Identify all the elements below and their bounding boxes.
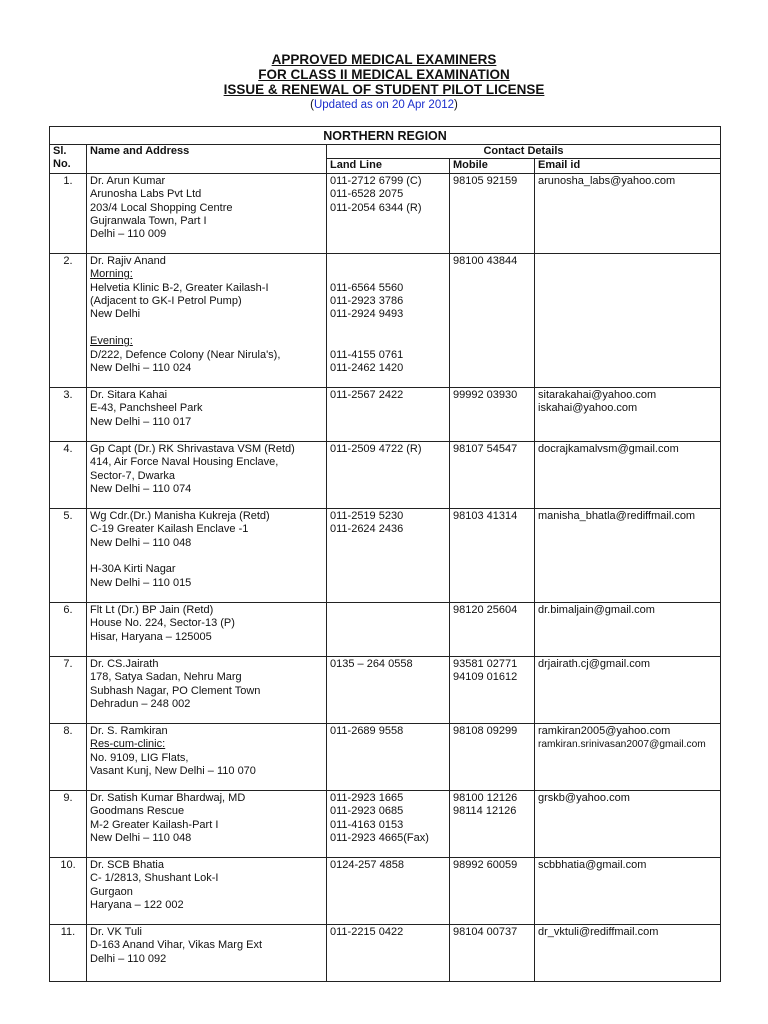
name-address-line: Evening: bbox=[90, 335, 133, 348]
name-address-line: H-30A Kirti Nagar bbox=[90, 563, 176, 576]
landline-number: 011-2923 3786 bbox=[330, 295, 404, 307]
name-address-line: New Delhi – 110 024 bbox=[90, 362, 192, 375]
landline-number: 011-2923 4665(Fax) bbox=[330, 832, 429, 845]
name-address-line: Dr. VK Tuli bbox=[90, 925, 142, 938]
landline-number: 011-2215 0422 bbox=[330, 925, 404, 938]
mobile-number: 98114 12126 bbox=[453, 805, 517, 818]
email-cell bbox=[535, 790, 721, 857]
landline-number: 011-2924 9493 bbox=[330, 308, 404, 321]
landline-number: 011-6528 2075 bbox=[330, 188, 404, 201]
col-mobile-header: Mobile bbox=[450, 159, 535, 173]
name-address-line: Gujranwala Town, Part I bbox=[90, 215, 207, 228]
name-address-line: Dr. Arun Kumar bbox=[90, 174, 166, 187]
name-address-line: Arunosha Labs Pvt Ltd bbox=[90, 188, 202, 201]
email-address: dr.bimaljain@gmail.com bbox=[538, 603, 655, 616]
name-address-line: Gp Capt (Dr.) RK Shrivastava VSM (Retd) bbox=[90, 442, 295, 455]
name-cell bbox=[87, 173, 327, 253]
mobile-cell bbox=[450, 387, 535, 441]
serial-number: 3. bbox=[63, 388, 73, 401]
name-cell bbox=[87, 857, 327, 924]
table-row bbox=[50, 253, 721, 387]
email-address: manisha_bhatla@rediffmail.com bbox=[538, 509, 696, 522]
name-address-line: Helvetia Klinic B-2, Greater Kailash-I bbox=[90, 281, 269, 294]
updated-date: Updated as on 20 Apr 2012 bbox=[313, 99, 455, 111]
sl-cell bbox=[50, 656, 87, 723]
updated-note: (Updated as on 20 Apr 2012) bbox=[310, 99, 458, 111]
land-cell bbox=[327, 602, 450, 656]
name-address-line: Dr. SCB Bhatia bbox=[90, 858, 164, 871]
col-email-header: Email id bbox=[535, 159, 721, 173]
land-cell bbox=[327, 723, 450, 790]
mobile-number: 98105 92159 bbox=[453, 174, 518, 187]
mobile-cell bbox=[450, 723, 535, 790]
table-body bbox=[50, 173, 721, 981]
name-address-line: E-43, Panchsheel Park bbox=[90, 402, 203, 415]
region-row bbox=[50, 127, 721, 145]
email-cell bbox=[535, 253, 721, 387]
name-address-line: Flt Lt (Dr.) BP Jain (Retd) bbox=[90, 603, 214, 616]
name-cell bbox=[87, 508, 327, 602]
land-cell bbox=[327, 857, 450, 924]
mobile-cell bbox=[450, 253, 535, 387]
name-address-line: D-163 Anand Vihar, Vikas Marg Ext bbox=[90, 939, 263, 952]
name-cell bbox=[87, 790, 327, 857]
name-address-line: New Delhi – 110 015 bbox=[90, 576, 192, 589]
mobile-cell bbox=[450, 602, 535, 656]
name-address-line: New Delhi – 110 074 bbox=[90, 483, 192, 496]
name-address-line: D/222, Defence Colony (Near Nirula's), bbox=[90, 348, 281, 361]
sl-cell bbox=[50, 508, 87, 602]
header-row-1 bbox=[50, 145, 721, 159]
landline-number: 011-2054 6344 (R) bbox=[330, 201, 422, 214]
title-line-1: APPROVED MEDICAL EXAMINERS bbox=[271, 52, 497, 67]
email-address: iskahai@yahoo.com bbox=[538, 402, 638, 415]
name-address-line: 178, Satya Sadan, Nehru Marg bbox=[90, 671, 242, 684]
land-cell bbox=[327, 253, 450, 387]
name-cell bbox=[87, 924, 327, 981]
email-address: arunosha_labs@yahoo.com bbox=[538, 174, 676, 187]
mobile-number: 93581 02771 bbox=[453, 657, 518, 670]
name-address-line: New Delhi – 110 048 bbox=[90, 832, 192, 845]
land-cell bbox=[327, 387, 450, 441]
landline-number: 011-2509 4722 (R) bbox=[330, 442, 422, 455]
landline-number: 0124-257 4858 bbox=[330, 858, 405, 871]
email-address: dr_vktuli@rediffmail.com bbox=[538, 925, 659, 938]
mobile-number: 98104 00737 bbox=[453, 925, 518, 938]
sl-cell bbox=[50, 924, 87, 981]
mobile-number: 94109 01612 bbox=[453, 671, 518, 684]
serial-number: 10. bbox=[60, 858, 76, 871]
landline-number bbox=[330, 255, 446, 268]
email-cell bbox=[535, 723, 721, 790]
mobile-number: 98103 41314 bbox=[453, 509, 518, 522]
table-row bbox=[50, 656, 721, 723]
land-cell bbox=[327, 924, 450, 981]
name-address-line: New Delhi bbox=[90, 308, 141, 321]
mobile-number: 98108 09299 bbox=[453, 724, 518, 737]
name-address-line: M-2 Greater Kailash-Part I bbox=[90, 818, 219, 831]
email-address: sitarakahai@yahoo.com bbox=[538, 388, 657, 401]
sl-cell bbox=[50, 253, 87, 387]
name-address-line: C- 1/2813, Shushant Lok-I bbox=[90, 872, 219, 885]
landline-number bbox=[330, 604, 446, 617]
serial-number: 1. bbox=[63, 174, 73, 187]
title-line-3: ISSUE & RENEWAL OF STUDENT PILOT LICENSE bbox=[223, 82, 545, 97]
email-cell bbox=[535, 173, 721, 253]
land-cell bbox=[327, 173, 450, 253]
name-cell bbox=[87, 253, 327, 387]
name-address-line: Sector-7, Dwarka bbox=[90, 469, 175, 482]
table-row bbox=[50, 387, 721, 441]
email-address: drjairath.cj@gmail.com bbox=[538, 657, 651, 670]
sl-cell bbox=[50, 387, 87, 441]
landline-number: 011-2567 2422 bbox=[330, 388, 404, 401]
land-cell bbox=[327, 508, 450, 602]
land-cell bbox=[327, 790, 450, 857]
table-row bbox=[50, 723, 721, 790]
mobile-number: 98120 25604 bbox=[453, 603, 518, 616]
serial-number: 6. bbox=[63, 603, 73, 616]
email-address: grskb@yahoo.com bbox=[538, 791, 630, 804]
name-address-line: Morning: bbox=[90, 268, 133, 281]
serial-number: 2. bbox=[63, 254, 73, 267]
serial-number: 9. bbox=[63, 791, 73, 804]
serial-number: 11. bbox=[60, 925, 76, 938]
landline-number bbox=[330, 335, 446, 348]
name-address-line: No. 9109, LIG Flats, bbox=[90, 751, 189, 764]
mobile-number: 98107 54547 bbox=[453, 442, 518, 455]
landline-number: 011-4155 0761 bbox=[330, 348, 404, 361]
landline-number: 011-2689 9558 bbox=[330, 724, 404, 737]
landline-number: 011-2923 1665 bbox=[330, 791, 404, 804]
name-address-line: Subhash Nagar, PO Clement Town bbox=[90, 684, 261, 697]
name-address-line: Dr. Sitara Kahai bbox=[90, 388, 168, 401]
name-address-line: Dehradun – 248 002 bbox=[90, 698, 191, 711]
col-name-header: Name and Address bbox=[87, 145, 327, 174]
name-cell bbox=[87, 656, 327, 723]
name-address-line: 414, Air Force Naval Housing Enclave, bbox=[90, 456, 279, 469]
landline-number: 0135 – 264 0558 bbox=[330, 657, 413, 670]
name-address-line: (Adjacent to GK-I Petrol Pump) bbox=[90, 295, 242, 308]
land-cell bbox=[327, 656, 450, 723]
mobile-cell bbox=[450, 790, 535, 857]
email-cell bbox=[535, 387, 721, 441]
landline-number: 011-2923 0685 bbox=[330, 805, 404, 818]
email-cell bbox=[535, 508, 721, 602]
sl-cell bbox=[50, 857, 87, 924]
email-address: ramkiran2005@yahoo.com bbox=[538, 724, 671, 737]
mobile-cell bbox=[450, 656, 535, 723]
table-row bbox=[50, 441, 721, 508]
serial-number: 4. bbox=[63, 442, 73, 455]
serial-number: 7. bbox=[63, 657, 73, 670]
name-address-line: House No. 224, Sector-13 (P) bbox=[90, 617, 235, 630]
col-landline-header: Land Line bbox=[327, 159, 450, 173]
sl-cell bbox=[50, 173, 87, 253]
name-cell bbox=[87, 441, 327, 508]
name-cell bbox=[87, 387, 327, 441]
table-row bbox=[50, 602, 721, 656]
sl-cell bbox=[50, 790, 87, 857]
document-header bbox=[0, 52, 768, 112]
email-cell bbox=[535, 857, 721, 924]
name-address-line: Dr. Rajiv Anand bbox=[90, 254, 166, 267]
land-cell bbox=[327, 441, 450, 508]
table-row bbox=[50, 508, 721, 602]
serial-number: 8. bbox=[63, 724, 73, 737]
landline-number: 011-2712 6799 (C) bbox=[330, 174, 422, 187]
region-heading: NORTHERN REGION bbox=[50, 127, 721, 145]
sl-cell bbox=[50, 723, 87, 790]
name-address-line: Hisar, Haryana – 125005 bbox=[90, 630, 212, 643]
email-address: docrajkamalvsm@gmail.com bbox=[538, 442, 679, 455]
mobile-number: 98992 60059 bbox=[453, 858, 518, 871]
email-cell bbox=[535, 656, 721, 723]
serial-number: 5. bbox=[63, 509, 73, 522]
name-address-line: New Delhi – 110 017 bbox=[90, 415, 192, 428]
col-sl-header: Sl. No. bbox=[50, 145, 87, 174]
mobile-number: 98100 12126 bbox=[453, 791, 518, 804]
mobile-cell bbox=[450, 857, 535, 924]
mobile-cell bbox=[450, 173, 535, 253]
landline-number: 011-6564 5560 bbox=[330, 281, 404, 294]
landline-number bbox=[330, 268, 446, 281]
mobile-cell bbox=[450, 441, 535, 508]
name-address-line: Dr. CS.Jairath bbox=[90, 657, 159, 670]
name-address-line: Delhi – 110 009 bbox=[90, 228, 167, 241]
email-address: ramkiran.srinivasan2007@gmail.com bbox=[538, 739, 706, 751]
examiners-table bbox=[49, 126, 721, 982]
mobile-cell bbox=[450, 508, 535, 602]
name-cell bbox=[87, 723, 327, 790]
landline-number: 011-2624 2436 bbox=[330, 523, 404, 536]
email-cell bbox=[535, 924, 721, 981]
name-address-line: Delhi – 110 092 bbox=[90, 952, 167, 965]
mobile-cell bbox=[450, 924, 535, 981]
col-contact-header: Contact Details bbox=[327, 145, 721, 159]
name-address-line bbox=[90, 550, 323, 563]
mobile-number: 98100 43844 bbox=[453, 254, 518, 267]
name-address-line: Goodmans Rescue bbox=[90, 805, 185, 818]
email-address: scbbhatia@gmail.com bbox=[538, 858, 647, 871]
email-cell bbox=[535, 602, 721, 656]
name-address-line: Wg Cdr.(Dr.) Manisha Kukreja (Retd) bbox=[90, 509, 270, 522]
name-address-line: Gurgaon bbox=[90, 885, 133, 898]
name-address-line: New Delhi – 110 048 bbox=[90, 536, 192, 549]
table-row bbox=[50, 857, 721, 924]
table-row bbox=[50, 924, 721, 981]
mobile-number: 99992 03930 bbox=[453, 388, 518, 401]
sl-cell bbox=[50, 602, 87, 656]
name-address-line: Dr. Satish Kumar Bhardwaj, MD bbox=[90, 791, 246, 804]
table-row bbox=[50, 173, 721, 253]
table-row bbox=[50, 790, 721, 857]
landline-number: 011-2519 5230 bbox=[330, 509, 404, 522]
name-address-line: Vasant Kunj, New Delhi – 110 070 bbox=[90, 765, 256, 778]
name-address-line: 203/4 Local Shopping Centre bbox=[90, 201, 233, 214]
name-address-line: Dr. S. Ramkiran bbox=[90, 724, 168, 737]
name-cell bbox=[87, 602, 327, 656]
email-address bbox=[538, 255, 717, 268]
name-address-line: Res-cum-clinic: bbox=[90, 738, 166, 751]
landline-number bbox=[330, 322, 446, 335]
name-address-line: Haryana – 122 002 bbox=[90, 899, 184, 912]
landline-number: 011-4163 0153 bbox=[330, 818, 404, 831]
name-address-line bbox=[90, 322, 323, 335]
title-line-2: FOR CLASS II MEDICAL EXAMINATION bbox=[258, 67, 510, 82]
sl-cell bbox=[50, 441, 87, 508]
name-address-line: C-19 Greater Kailash Enclave -1 bbox=[90, 523, 249, 536]
landline-number: 011-2462 1420 bbox=[330, 362, 404, 374]
email-cell bbox=[535, 441, 721, 508]
